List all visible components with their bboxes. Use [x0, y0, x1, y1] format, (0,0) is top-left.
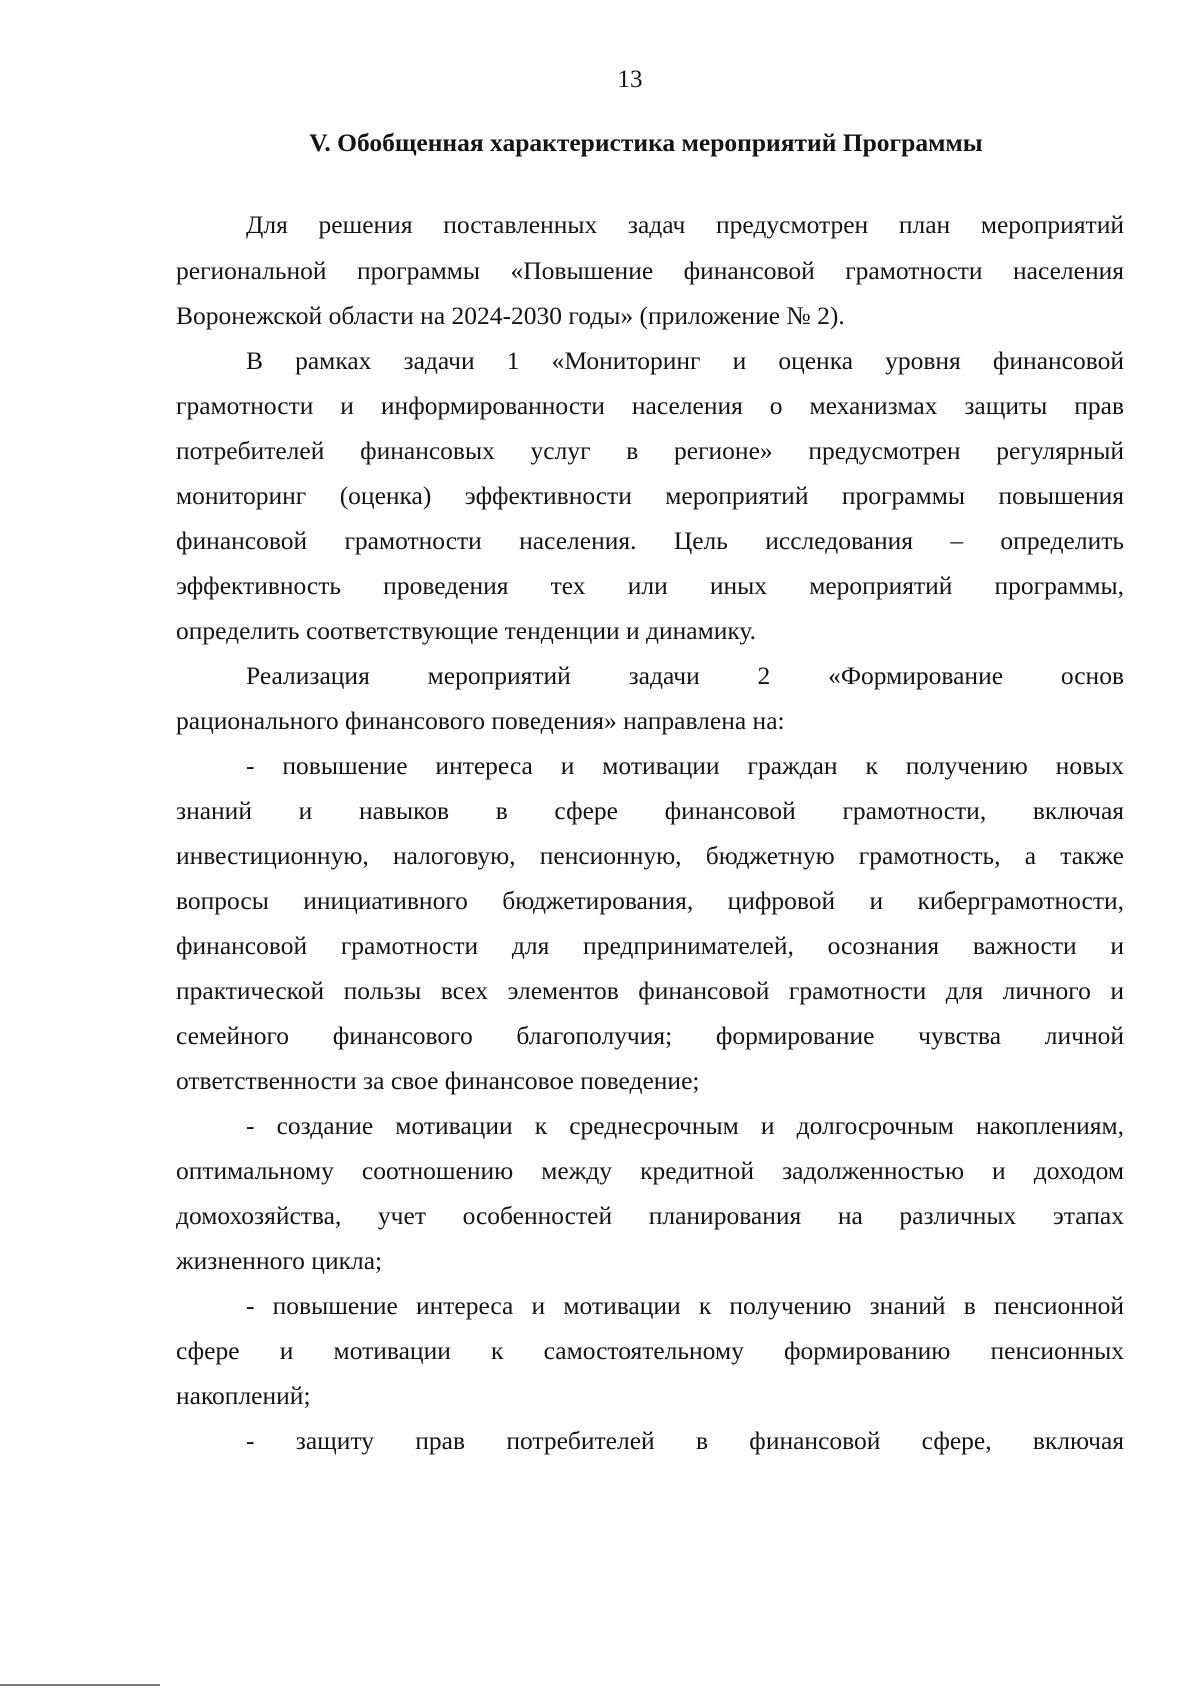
bullet-2-line-2: оптимальному соотношению между кредитной задолженностью и доходом	[176, 1156, 1124, 1185]
paragraph-1-line-1: Для решения поставленных задач предусмотрен план мероприятий	[246, 210, 1124, 239]
bullet-1-line-6: практической пользы всех элементов финансовой грамотности для личного и	[176, 976, 1124, 1005]
bullet-4-line-1: - защиту прав потребителей в финансовой сфере, включая	[246, 1426, 1124, 1455]
paragraph-2-line-7: определить соответствующие тенденции и динамику.	[176, 616, 756, 645]
paragraph-2-line-3: потребителей финансовых услуг в регионе» предусмотрен регулярный	[176, 436, 1124, 465]
footer-rule	[0, 1684, 160, 1686]
paragraph-2-line-2: грамотности и информированности населения о механизмах защиты прав	[176, 391, 1124, 420]
paragraph-2-line-5: финансовой грамотности населения. Цель исследования – определить	[176, 526, 1124, 555]
paragraph-2-line-1: В рамках задачи 1 «Мониторинг и оценка уровня финансовой	[246, 346, 1124, 375]
bullet-3-line-1: - повышение интереса и мотивации к получению знаний в пенсионной	[246, 1291, 1124, 1320]
bullet-1-line-5: финансовой грамотности для предпринимателей, осознания важности и	[176, 931, 1124, 960]
paragraph-3-line-2: рационального финансового поведения» направлена на:	[176, 706, 785, 735]
paragraph-2-line-4: мониторинг (оценка) эффективности мероприятий программы повышения	[176, 481, 1124, 510]
page-number: 13	[617, 66, 643, 93]
bullet-2-line-4: жизненного цикла;	[176, 1246, 383, 1275]
bullet-1-line-3: инвестиционную, налоговую, пенсионную, бюджетную грамотность, а также	[176, 841, 1124, 870]
bullet-2-line-3: домохозяйства, учет особенностей планирования на различных этапах	[176, 1201, 1124, 1230]
paragraph-2-line-6: эффективность проведения тех или иных мероприятий программы,	[176, 571, 1124, 600]
bullet-1-line-7: семейного финансового благополучия; формирование чувства личной	[176, 1021, 1124, 1050]
bullet-1-line-4: вопросы инициативного бюджетирования, цифровой и киберграмотности,	[176, 886, 1124, 915]
paragraph-3-line-1: Реализация мероприятий задачи 2 «Формирование основ	[246, 661, 1124, 690]
bullet-1-line-8: ответственности за свое финансовое поведение;	[176, 1066, 700, 1095]
bullet-1-line-1: - повышение интереса и мотивации граждан к получению новых	[246, 751, 1124, 780]
bullet-3-line-3: накоплений;	[176, 1381, 311, 1410]
section-heading: V. Обобщенная характеристика мероприятий Программы	[309, 128, 983, 157]
bullet-1-line-2: знаний и навыков в сфере финансовой грамотности, включая	[176, 796, 1124, 825]
paragraph-1-line-3: Воронежской области на 2024-2030 годы» (приложение № 2).	[176, 301, 845, 330]
bullet-2-line-1: - создание мотивации к среднесрочным и долгосрочным накоплениям,	[246, 1111, 1124, 1140]
bullet-3-line-2: сфере и мотивации к самостоятельному формированию пенсионных	[176, 1336, 1124, 1365]
paragraph-1-line-2: региональной программы «Повышение финансовой грамотности населения	[176, 256, 1124, 285]
